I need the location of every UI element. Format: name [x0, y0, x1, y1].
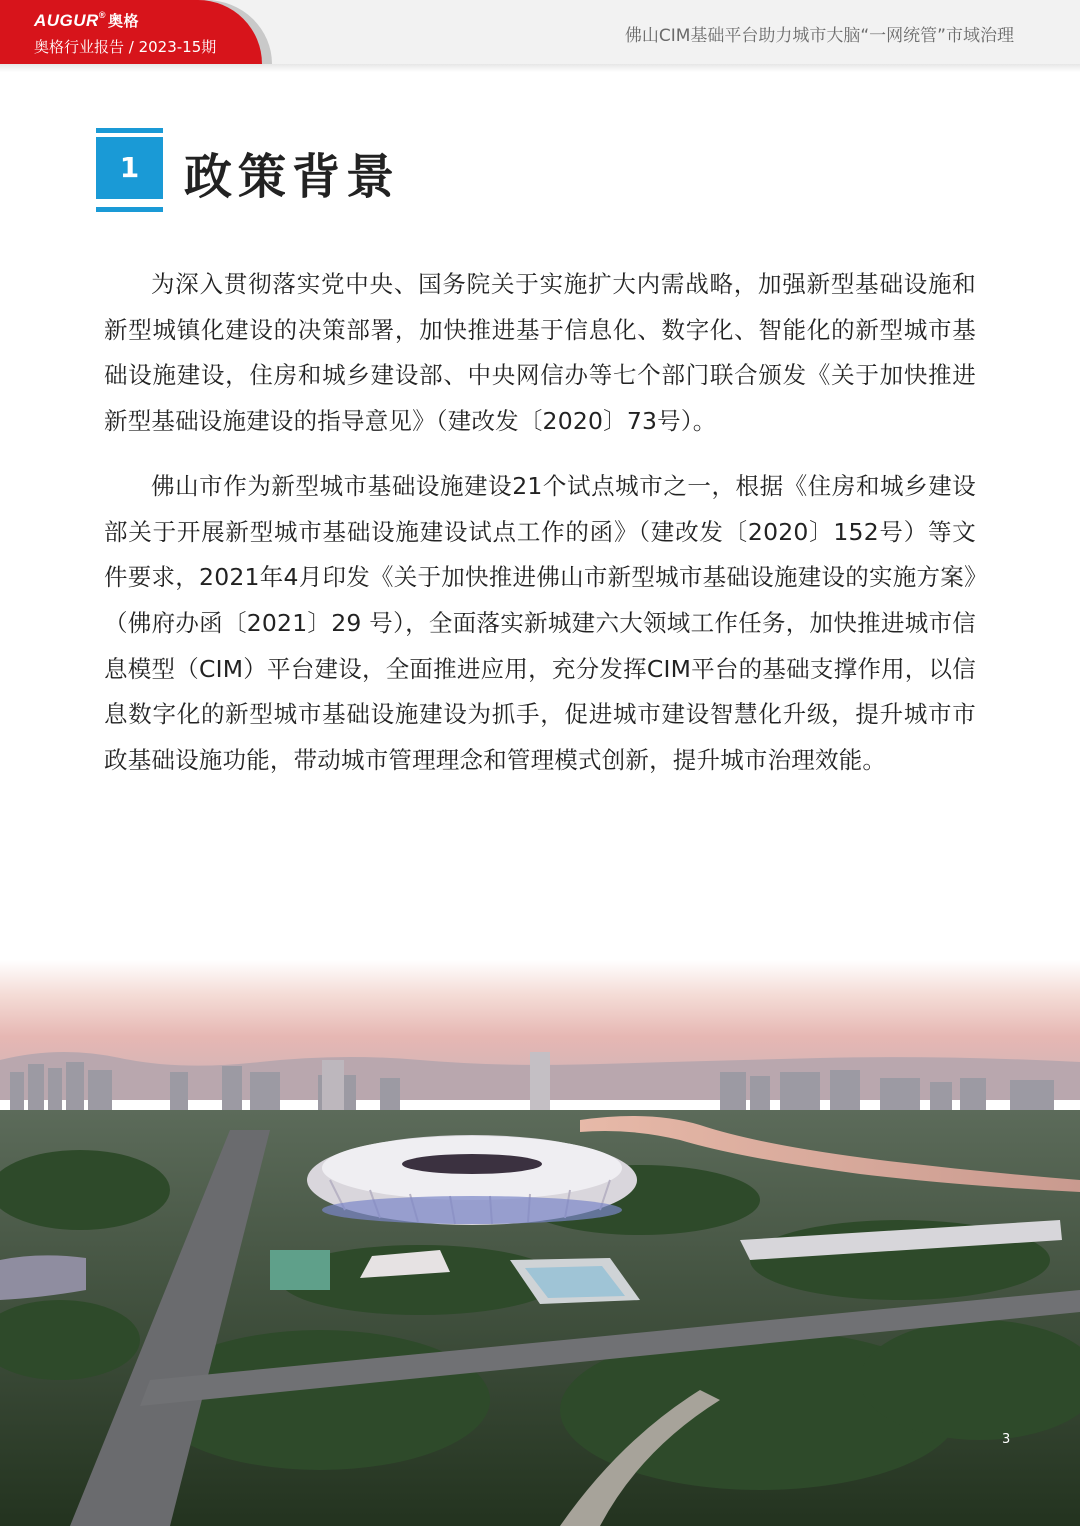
- logo-text: AUGUR: [34, 11, 99, 30]
- section-number-badge: [96, 128, 163, 212]
- page-header: [0, 0, 1080, 64]
- aerial-city-photo: [0, 960, 1080, 1526]
- report-tag: 奥格行业报告 / 2023-15期: [34, 38, 217, 56]
- header-title: 佛山CIM基础平台助力城市大脑“一网统管”市域治理: [624, 26, 1014, 46]
- logo-cn: 奥格: [107, 13, 139, 30]
- city-stadium-illustration: [0, 960, 1080, 1526]
- paragraph-1: 为深入贯彻落实党中央、国务院关于实施扩大内需战略，加强新型基础设施和新型城镇化建设的决策部署，加快推进基于信息化、数字化、智能化的新型城市基础设施建设，住房和城乡建设部、中央网信办等七个部门联合颁发《关于加快推进新型基础设施建设的指导意见》（建改发〔2020〕73号）。: [104, 270, 976, 436]
- section-title: 政策背景: [184, 149, 401, 205]
- badge-top-bar: [96, 128, 163, 133]
- augur-logo: [34, 10, 139, 31]
- section-number: 1: [96, 137, 163, 199]
- body-text: [104, 262, 976, 803]
- badge-bottom-bar: [96, 207, 163, 212]
- header-shadow: [0, 64, 1080, 72]
- registered-mark: ®: [98, 10, 106, 20]
- page-number: 3: [1002, 1432, 1011, 1447]
- paragraph-2: 佛山市作为新型城市基础设施建设21个试点城市之一，根据《住房和城乡建设部关于开展新型城市基础设施建设试点工作的函》（建改发〔2020〕152号）等文件要求，2021年4月印发《关于加快推进佛山市新型城市基础设施建设的实施方案》（佛府办函〔2021〕29 号），全面落实新城建六大领域工作任务，加快推进城市信息模型（CIM）平台建设，全面推进应用，充分发挥CIM平台的基础支撑作用，以信息数字化的新型城市基础设施建设为抓手，促进城市建设智慧化升级，提升城市市政基础设施功能，带动城市管理理念和管理模式创新，提升城市治理效能。: [104, 471, 976, 775]
